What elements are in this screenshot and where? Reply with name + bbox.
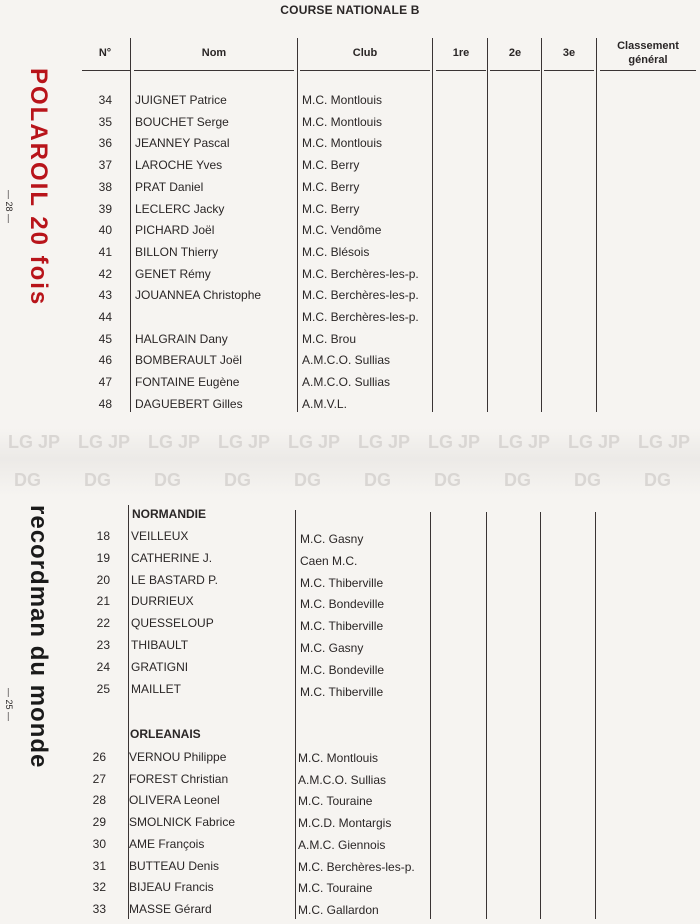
column-rule [486, 512, 487, 919]
row-club: M.C. Touraine [298, 794, 373, 809]
column-rule [128, 505, 129, 919]
row-name: HALGRAIN Dany [135, 331, 228, 346]
header-underline [600, 70, 696, 71]
row-number: 45 [98, 331, 112, 346]
row-club: M.C. Vendôme [302, 223, 382, 238]
row-club: A.M.C.O. Sullias [302, 375, 391, 390]
row-number: 19 [96, 550, 110, 565]
row-name: QUESSELOUP [131, 616, 214, 631]
column-rule [295, 510, 296, 919]
row-number: 46 [98, 353, 112, 368]
row-name: PICHARD Joël [135, 223, 215, 238]
row-number: 34 [98, 93, 112, 107]
row-club: Caen M.C. [300, 553, 358, 568]
row-number: 28 [92, 793, 106, 808]
row-name: FONTAINE Eugène [135, 375, 240, 390]
watermark-mark: LG JP [288, 432, 341, 452]
row-number: 39 [98, 201, 112, 216]
row-club: M.C. Bondeville [300, 662, 385, 677]
header-first: 1re [452, 47, 470, 59]
row-club: M.C. Thiberville [300, 684, 384, 699]
row-number: 40 [98, 223, 112, 238]
section-normandie: NORMANDIE [132, 507, 206, 521]
watermark-mark: DG [14, 470, 41, 490]
row-name: DURRIEUX [131, 594, 194, 609]
column-rule [595, 512, 596, 919]
row-club: M.C. Blésois [302, 244, 370, 259]
watermark-mark: DG [364, 470, 391, 490]
watermark-mark: LG JP [568, 432, 621, 452]
row-name: JOUANNEA Christophe [135, 288, 262, 303]
row-number: 37 [98, 158, 112, 173]
row-club: A.M.V.L. [302, 396, 347, 411]
row-club: M.C. Berchères-les-p. [302, 288, 419, 303]
watermark-mark: LG JP [8, 432, 61, 452]
row-name: LECLERC Jacky [135, 201, 225, 216]
row-number: 21 [96, 594, 110, 609]
row-club: M.C. Berry [302, 158, 360, 173]
row-name: JUIGNET Patrice [135, 93, 227, 107]
row-name: BOMBERAULT Joël [135, 353, 242, 368]
row-club: A.M.C.O. Sullias [302, 353, 391, 368]
row-number: 43 [98, 288, 112, 303]
row-number: 20 [96, 572, 110, 587]
watermark-mark: LG JP [638, 432, 691, 452]
row-club: M.C. Montlouis [302, 93, 383, 107]
row-number: 36 [98, 136, 112, 151]
row-club: M.C.D. Montargis [298, 816, 392, 831]
row-name: OLIVERA Leonel [129, 793, 220, 808]
row-club: M.C. Berchères-les-p. [302, 310, 419, 324]
row-name: SMOLNICK Fabrice [129, 815, 236, 830]
row-number: 26 [92, 750, 106, 764]
row-club: M.C. Berchères-les-p. [302, 266, 419, 281]
column-rule [297, 38, 298, 412]
row-name: BUTTEAU Denis [129, 858, 220, 873]
watermark-mark: DG [224, 470, 251, 490]
row-club: M.C. Berry [302, 201, 360, 216]
row-club: A.M.C.O. Sullias [298, 772, 387, 787]
row-club: A.M.C. Giennois [298, 837, 386, 852]
row-name: FOREST Christian [129, 771, 229, 786]
row-name: THIBAULT [131, 638, 189, 652]
watermark-mark: LG JP [148, 432, 201, 452]
row-name: BOUCHET Serge [135, 114, 229, 129]
page-number-bottom: — 25 — [4, 688, 14, 722]
row-number: 41 [98, 244, 112, 259]
header-classement: Classement général [617, 40, 679, 66]
header-second: 2e [508, 47, 522, 59]
row-number: 30 [92, 836, 106, 851]
row-name: CATHERINE J. [131, 550, 213, 565]
watermark-mark: LG JP [498, 432, 551, 452]
row-club: M.C. Thiberville [300, 575, 384, 590]
row-club: M.C. Thiberville [300, 619, 384, 634]
column-rule [430, 512, 431, 919]
row-number: 48 [98, 396, 112, 411]
column-rule [540, 512, 541, 919]
page-title: COURSE NATIONALE B [280, 3, 420, 17]
watermark-mark: DG [84, 470, 111, 490]
row-number: 33 [92, 901, 106, 916]
row-club: M.C. Montlouis [302, 136, 383, 151]
row-club: M.C. Berchères-les-p. [298, 859, 415, 874]
row-club: M.C. Montlouis [302, 114, 383, 129]
row-club: M.C. Berry [302, 179, 360, 194]
row-name: MASSE Gérard [129, 901, 212, 916]
header-no: N° [98, 47, 112, 59]
header-underline [82, 70, 130, 71]
watermark-mark: LG JP [358, 432, 411, 452]
row-club: M.C. Gallardon [298, 902, 379, 917]
row-club: M.C. Gasny [300, 641, 364, 655]
row-name: BIJEAU Francis [129, 880, 214, 895]
row-club: M.C. Bondeville [300, 597, 385, 612]
header-club: Club [352, 47, 378, 59]
watermark-mark: LG JP [218, 432, 271, 452]
header-underline [300, 70, 430, 71]
column-rule [130, 38, 131, 412]
polaroil-slogan: POLAROIL 20 fois [25, 68, 52, 307]
row-club: M.C. Brou [302, 331, 357, 346]
header-nom: Nom [201, 47, 227, 59]
column-rule [487, 38, 488, 412]
watermark-mark: LG JP [78, 432, 131, 452]
row-number: 32 [92, 880, 106, 895]
row-name: VERNOU Philippe [129, 750, 227, 764]
header-underline [436, 70, 486, 71]
row-name: BILLON Thierry [135, 244, 219, 259]
row-number: 18 [96, 529, 110, 543]
row-number: 31 [92, 858, 106, 873]
row-number: 23 [96, 638, 110, 652]
row-number: 25 [96, 681, 110, 696]
row-name: MAILLET [131, 681, 182, 696]
row-name: AME François [129, 836, 205, 851]
row-name: PRAT Daniel [135, 179, 204, 194]
watermark-mark: DG [154, 470, 181, 490]
header-underline [134, 70, 294, 71]
row-number: 22 [96, 616, 110, 631]
row-name: JEANNEY Pascal [135, 136, 230, 151]
header-third: 3e [562, 47, 576, 59]
row-number: 35 [98, 114, 112, 129]
watermark-mark: DG [434, 470, 461, 490]
section-orleanais: ORLEANAIS [130, 727, 201, 741]
watermark-mark: DG [574, 470, 601, 490]
row-number: 29 [92, 815, 106, 830]
row-name: GENET Rémy [135, 266, 211, 281]
row-name: VEILLEUX [131, 529, 189, 543]
row-club: M.C. Touraine [298, 881, 373, 896]
row-number: 27 [92, 771, 106, 786]
column-rule [596, 38, 597, 412]
row-club: M.C. Montlouis [298, 751, 379, 765]
row-name: GRATIGNI [131, 659, 189, 674]
row-number: 47 [98, 375, 112, 390]
row-name: DAGUEBERT Gilles [135, 396, 243, 411]
row-number: 38 [98, 179, 112, 194]
row-number: 42 [98, 266, 112, 281]
column-rule [541, 38, 542, 412]
watermark-mark: DG [294, 470, 321, 490]
row-name: LAROCHE Yves [135, 158, 223, 173]
row-number: 24 [96, 659, 110, 674]
row-club: M.C. Gasny [300, 532, 364, 546]
watermark-mark: LG JP [428, 432, 481, 452]
header-underline [490, 70, 540, 71]
watermark-mark: DG [644, 470, 671, 490]
column-rule [432, 38, 433, 412]
row-name: LE BASTARD P. [131, 572, 218, 587]
watermark-mark: DG [504, 470, 531, 490]
recordman-slogan: recordman du monde [25, 505, 52, 769]
row-number: 44 [98, 310, 112, 324]
page-number-top: — 28 — [4, 190, 14, 224]
header-underline [544, 70, 594, 71]
